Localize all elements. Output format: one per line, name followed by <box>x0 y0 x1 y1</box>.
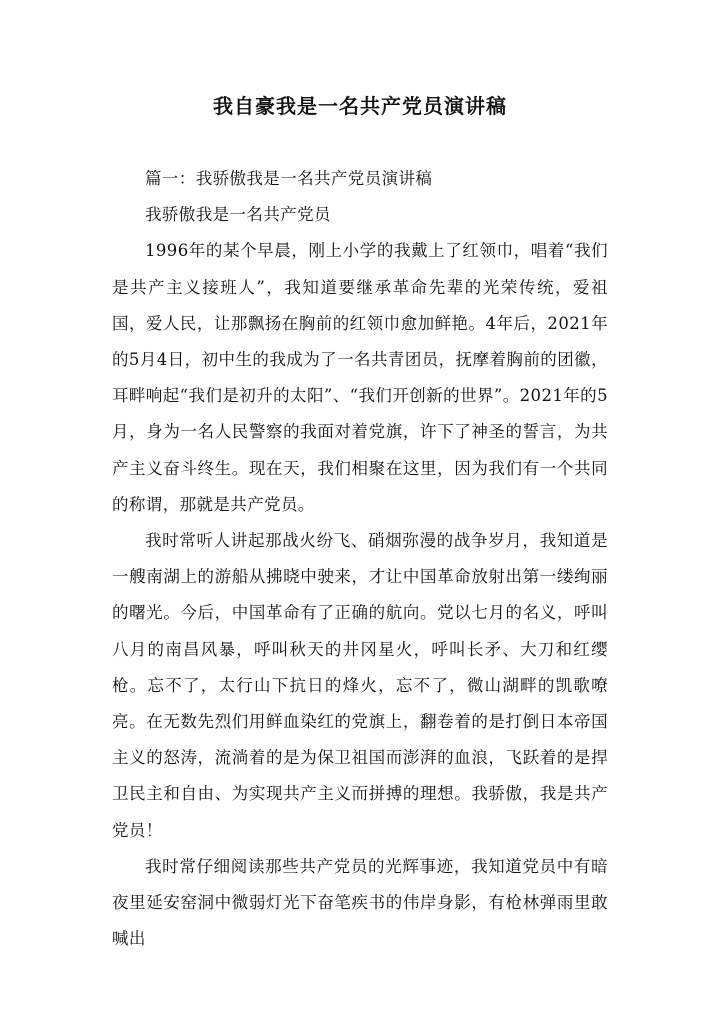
body-paragraph: 我时常听人讲起那战火纷飞、硝烟弥漫的战争岁月，我知道是一艘南湖上的游船从拂晓中驶来，才让中国革命放射出第一缕绚丽的曙光。今后，中国革命有了正确的航向。党以七月的名义，呼叫八月的南昌风暴，呼叫秋天的井冈星火，呼叫长矛、大刀和红缨枪。忘不了，太行山下抗日的烽火，忘不了，微山湖畔的凯歌嘹亮。在无数先烈们用鲜血染红的党旗上，翻卷着的是打倒日本帝国主义的怒涛，流淌着的是为保卫祖国而澎湃的血浪，飞跃着的是捍卫民主和自由、为实现共产主义而拼搏的理想。我骄傲，我是共产党员！ <box>112 531 608 840</box>
body-paragraph: 我时常仔细阅读那些共产党员的光辉事迹，我知道党员中有暗夜里延安窑洞中微弱灯光下奋笔疾书的伟岸身影，有枪林弹雨里敢喊出 <box>112 856 608 949</box>
document-title: 我自豪我是一名共产党员演讲稿 <box>213 94 507 118</box>
section-heading: 篇一：我骄傲我是一名共产党员演讲稿 <box>145 169 433 188</box>
speech-title: 我骄傲我是一名共产党员 <box>145 205 331 225</box>
body-paragraph: 1996年的某个早晨，刚上小学的我戴上了红领巾，唱着“我们是共产主义接班人”，我知道要继承革命先辈的光荣传统，爱祖国，爱人民，让那飘扬在胸前的红领巾愈加鲜艳。4年后，2021年的5月4日，初中生的我成为了一名共青团员，抚摩着胸前的团徽，耳畔响起“我们是初升的太阳”、“我们开创新的世界”。2021年的5月，身为一名人民警察的我面对着党旗，许下了神圣的誓言，为共产主义奋斗终生。现在天，我们相聚在这里，因为我们有一个共同的称谓，那就是共产党员。 <box>112 241 608 514</box>
document-body <box>112 161 608 957</box>
